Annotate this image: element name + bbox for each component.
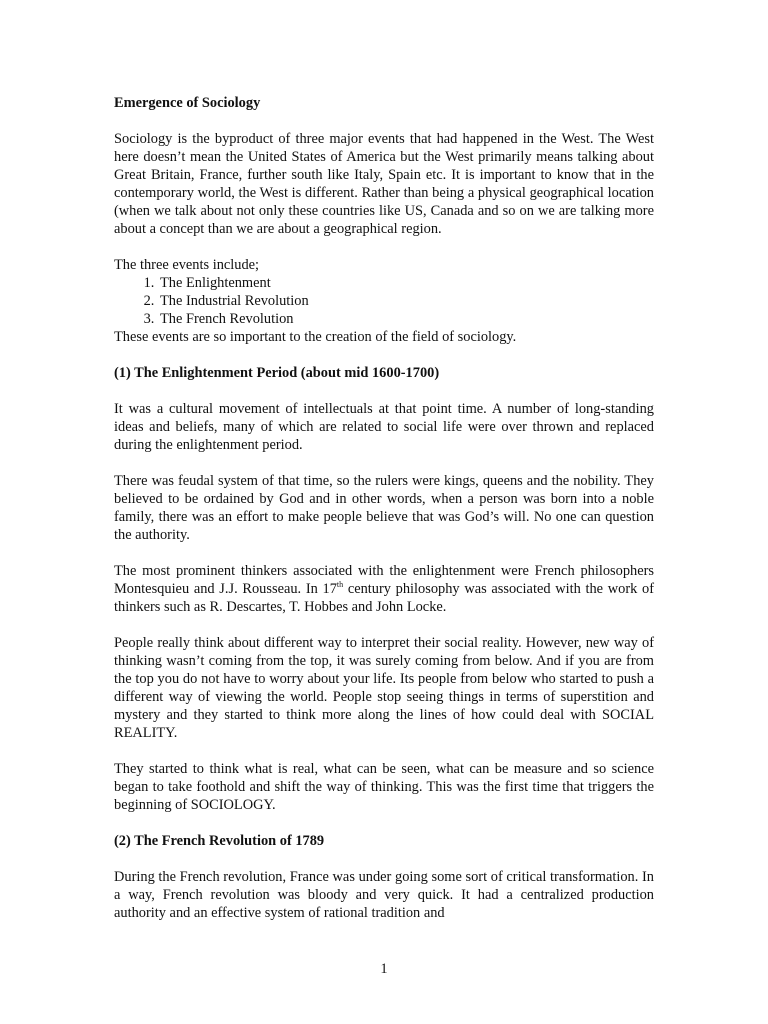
page-number: 1 bbox=[380, 961, 388, 977]
events-intro: The three events include; bbox=[114, 257, 260, 273]
text-run: century philosophy was associated with the work of thinkers such as R. Descartes, T. Hobbes and John Locke. bbox=[114, 581, 655, 615]
list-item: 2. The Industrial Revolution bbox=[158, 292, 654, 310]
paragraph-thinkers bbox=[114, 562, 654, 616]
intro-paragraph: Sociology is the byproduct of three major events that had happened in the West. The West here doesn’t mean the United States of America but the West primarily means talking about Great Britain, France, further south like Italy, Spain etc. It is important to know that in the contemporary world, the West is different. Rather than being a physical geographical location (when we talk about not only these countries like US, Canada and so on we are talking more about a concept than we are about a geographical region. bbox=[114, 131, 654, 237]
section-heading-enlightenment: (1) The Enlightenment Period (about mid 1600-1700) bbox=[114, 365, 440, 381]
text-run: The most prominent thinkers associated with the enlightenment were French philosophers Montesquieu and J.J. Rousseau. In 17 bbox=[114, 563, 654, 597]
paragraph: During the French revolution, France was under going some sort of critical transformation. In a way, French revolution was bloody and very quick. It had a centralized production authority and an effective system of rational tradition and bbox=[114, 869, 654, 921]
document-title: Emergence of Sociology bbox=[114, 95, 261, 111]
superscript: th bbox=[336, 580, 344, 589]
section-heading-french-revolution: (2) The French Revolution of 1789 bbox=[114, 833, 325, 849]
events-list bbox=[114, 274, 654, 328]
events-outro: These events are so important to the creation of the field of sociology. bbox=[114, 329, 517, 345]
paragraph: People really think about different way to interpret their social reality. However, new way of thinking wasn’t coming from the top, it was surely coming from below. And if you are from the top you do not have to worry about your life. Its people from below who started to push a different way of viewing the world. People stop seeing things in terms of superstition and mystery and they started to think more along the lines of how could deal with SOCIAL REALITY. bbox=[114, 635, 654, 741]
paragraph: There was feudal system of that time, so the rulers were kings, queens and the nobility. They believed to be ordained by God and in other words, when a person was born into a noble family, there was an effort to make people believe that was God’s will. No one can question the authority. bbox=[114, 473, 654, 543]
paragraph: It was a cultural movement of intellectuals at that point time. A number of long-standing ideas and beliefs, many of which are related to social life were over thrown and replaced during the enlightenment period. bbox=[114, 401, 654, 453]
list-item: 3. The French Revolution bbox=[158, 310, 654, 328]
paragraph: They started to think what is real, what can be seen, what can be measure and so science began to take foothold and shift the way of thinking. This was the first time that triggers the beginning of SOCIOLOGY. bbox=[114, 761, 654, 813]
list-item: 1. The Enlightenment bbox=[158, 274, 654, 292]
